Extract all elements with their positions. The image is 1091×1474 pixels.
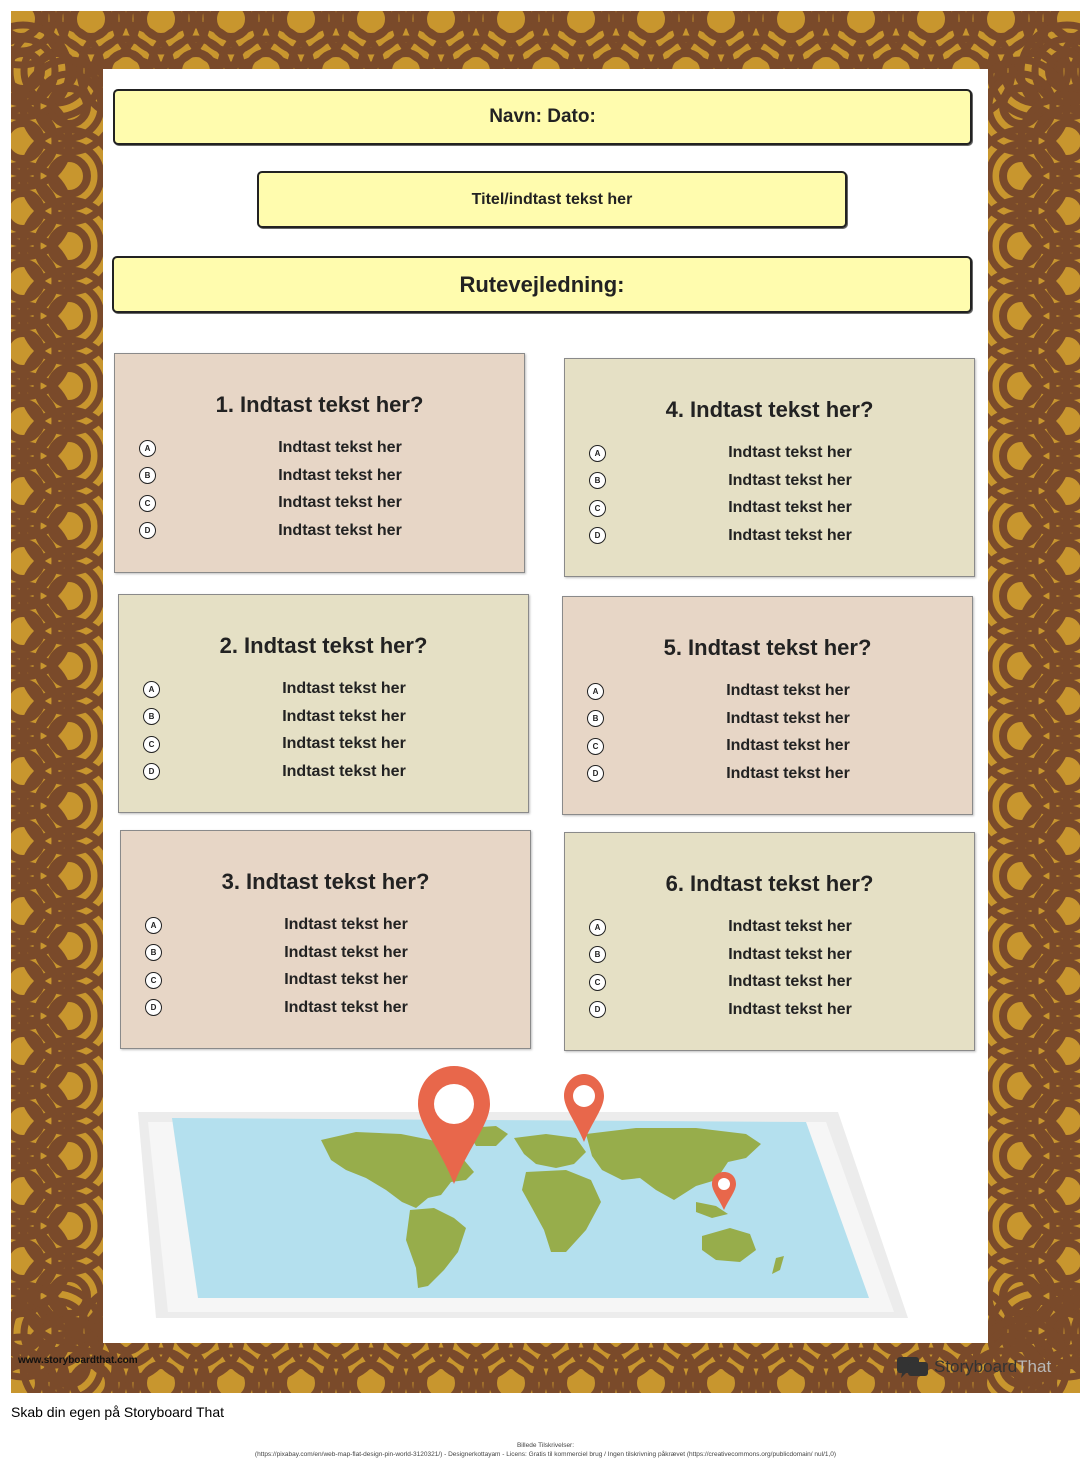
option-text: Indtast tekst her — [282, 707, 406, 725]
option-text: Indtast tekst her — [728, 471, 852, 489]
question-card — [118, 594, 529, 813]
option-text: Indtast tekst her — [278, 466, 402, 484]
route-box[interactable] — [112, 256, 972, 313]
answer-option[interactable] — [589, 998, 950, 1022]
option-text: Indtast tekst her — [278, 439, 402, 456]
option-bubble[interactable]: A — [143, 681, 160, 698]
option-text: Indtast tekst her — [284, 998, 408, 1016]
option-text: Indtast tekst her — [278, 521, 402, 539]
option-text: Indtast tekst her — [728, 918, 852, 935]
site-url[interactable]: www.storyboardthat.com — [18, 1355, 138, 1366]
question-card — [120, 830, 531, 1049]
option-bubble[interactable]: A — [139, 440, 156, 457]
option-bubble[interactable]: D — [143, 763, 160, 780]
option-text: Indtast tekst her — [282, 680, 406, 697]
option-text: Indtast tekst her — [728, 526, 852, 544]
answer-option[interactable] — [587, 734, 948, 758]
answer-option[interactable] — [143, 760, 504, 784]
option-bubble[interactable]: C — [143, 736, 160, 753]
option-bubble[interactable]: B — [139, 467, 156, 484]
option-bubble[interactable]: B — [589, 472, 606, 489]
answer-option[interactable] — [589, 970, 950, 994]
option-bubble[interactable]: D — [139, 522, 156, 539]
title-label: Titel/indtast tekst her — [471, 190, 633, 208]
option-bubble[interactable]: C — [589, 500, 606, 517]
answer-option[interactable] — [143, 705, 504, 729]
option-bubble[interactable]: A — [145, 917, 162, 934]
answer-option[interactable] — [145, 996, 506, 1020]
option-text: Indtast tekst her — [726, 709, 850, 727]
answer-option[interactable] — [139, 436, 500, 460]
logo-text-story: Storyboard — [934, 1357, 1018, 1376]
option-bubble[interactable]: A — [589, 919, 606, 936]
logo-text-that: That — [1017, 1357, 1052, 1376]
question-label[interactable]: 2. Indtast tekst her? — [219, 633, 428, 658]
name-date-label: Navn: Dato: — [489, 106, 596, 127]
answer-option[interactable] — [143, 677, 504, 701]
option-text: Indtast tekst her — [278, 494, 402, 511]
storyboard-logo[interactable] — [896, 1355, 1051, 1379]
option-bubble[interactable]: C — [139, 495, 156, 512]
option-bubble[interactable]: D — [589, 1001, 606, 1018]
answer-option[interactable] — [589, 496, 950, 520]
option-bubble[interactable]: A — [589, 445, 606, 462]
option-text: Indtast tekst her — [726, 764, 850, 782]
question-label[interactable]: 5. Indtast tekst her? — [663, 635, 872, 660]
image-credits — [0, 1441, 1091, 1459]
create-your-own-link[interactable]: Skab din egen på Storyboard That — [11, 1404, 225, 1420]
answer-option[interactable] — [139, 491, 500, 515]
option-bubble[interactable]: C — [587, 738, 604, 755]
option-bubble[interactable]: D — [589, 527, 606, 544]
world-map-illustration — [56, 1030, 916, 1330]
option-text: Indtast tekst her — [284, 943, 408, 961]
answer-option[interactable] — [589, 524, 950, 548]
question-label[interactable]: 6. Indtast tekst her? — [665, 871, 874, 896]
answer-option[interactable] — [587, 707, 948, 731]
option-bubble[interactable]: C — [589, 974, 606, 991]
route-label: Rutevejledning: — [459, 271, 625, 297]
option-bubble[interactable]: C — [145, 972, 162, 989]
option-bubble[interactable]: B — [145, 944, 162, 961]
answer-option[interactable] — [139, 519, 500, 543]
storyboard-logo-icon — [896, 1355, 930, 1379]
answer-option[interactable] — [589, 943, 950, 967]
option-bubble[interactable]: B — [589, 946, 606, 963]
title-box[interactable] — [257, 171, 847, 228]
option-text: Indtast tekst her — [726, 682, 850, 699]
option-bubble[interactable]: A — [587, 683, 604, 700]
credits-title: Billede Tilskrivelser: — [516, 1442, 575, 1449]
answer-option[interactable] — [589, 441, 950, 465]
answer-option[interactable] — [587, 762, 948, 786]
option-bubble[interactable]: D — [587, 765, 604, 782]
answer-option[interactable] — [589, 469, 950, 493]
option-text: Indtast tekst her — [728, 444, 852, 461]
option-text: Indtast tekst her — [728, 973, 852, 990]
question-card — [564, 832, 975, 1051]
answer-option[interactable] — [145, 968, 506, 992]
credits-text: (https://pixabay.com/en/web-map-flat-design-pin-world-3120321/) - Designerkottayam - Licens: Gratis til kommerciel brug / Ingen tilskrivning påkrævet (https://creativecommons.org/publicdomain/ nul/1,0) — [254, 1451, 837, 1458]
answer-option[interactable] — [143, 732, 504, 756]
option-text: Indtast tekst her — [726, 737, 850, 754]
answer-option[interactable] — [145, 913, 506, 937]
name-date-box[interactable] — [113, 89, 972, 145]
option-text: Indtast tekst her — [282, 735, 406, 752]
question-label[interactable]: 1. Indtast tekst her? — [215, 392, 424, 417]
option-bubble[interactable]: B — [143, 708, 160, 725]
answer-option[interactable] — [587, 679, 948, 703]
option-text: Indtast tekst her — [728, 499, 852, 516]
question-card — [564, 358, 975, 577]
question-card — [562, 596, 973, 815]
option-text: Indtast tekst her — [728, 945, 852, 963]
answer-option[interactable] — [139, 464, 500, 488]
question-card — [114, 353, 525, 573]
question-label[interactable]: 4. Indtast tekst her? — [665, 397, 874, 422]
option-text: Indtast tekst her — [728, 1000, 852, 1018]
option-text: Indtast tekst her — [282, 762, 406, 780]
option-text: Indtast tekst her — [284, 916, 408, 933]
option-text: Indtast tekst her — [284, 971, 408, 988]
option-bubble[interactable]: D — [145, 999, 162, 1016]
answer-option[interactable] — [589, 915, 950, 939]
question-label[interactable]: 3. Indtast tekst her? — [221, 869, 430, 894]
option-bubble[interactable]: B — [587, 710, 604, 727]
answer-option[interactable] — [145, 941, 506, 965]
